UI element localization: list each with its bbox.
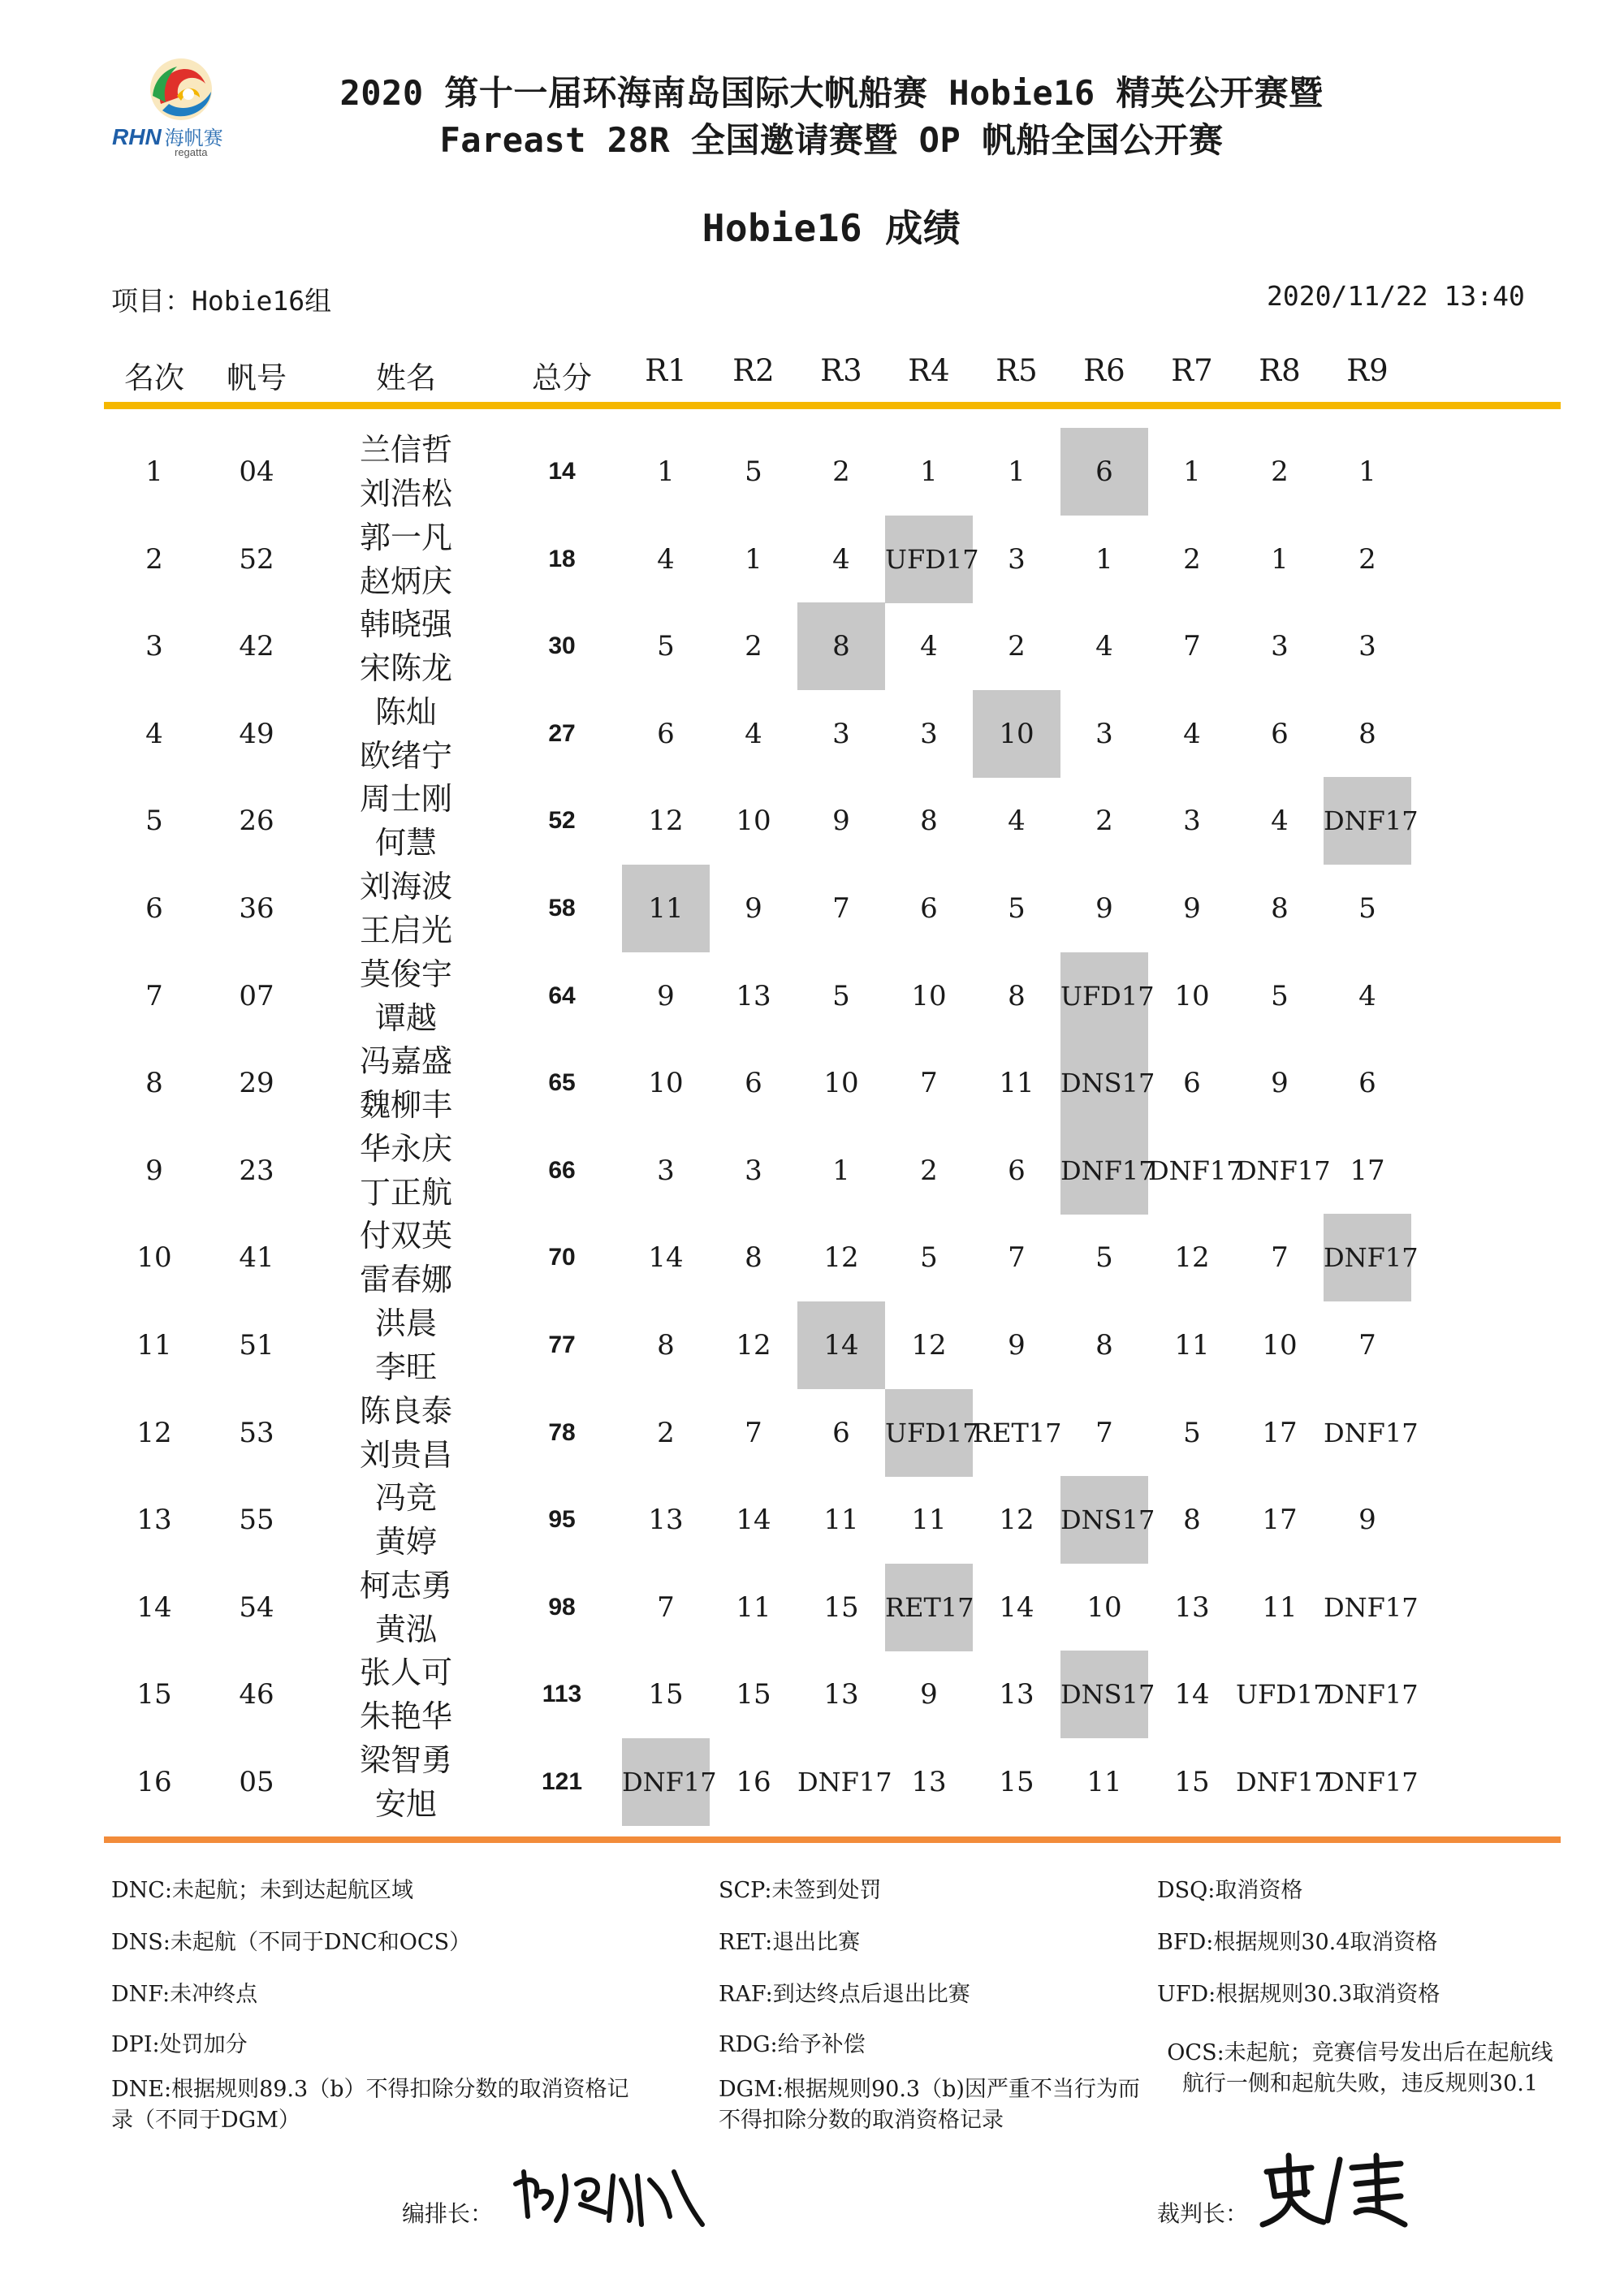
table-row (0, 1039, 1624, 1127)
crew-name: 李旺 (374, 1349, 437, 1385)
race-score-cell: 6 (1060, 428, 1148, 516)
race-score-cell: 12 (911, 1329, 947, 1362)
rank-cell: 4 (145, 718, 163, 750)
race-score-cell: 12 (1174, 1241, 1210, 1274)
rank-cell: 14 (136, 1591, 172, 1624)
sail-number-cell: 54 (239, 1591, 274, 1624)
sail-number-cell: 07 (239, 980, 274, 1012)
sail-number-cell: 46 (239, 1678, 274, 1711)
column-header: R3 (820, 353, 862, 388)
total-points-cell: 18 (548, 546, 576, 572)
race-score-cell: 14 (736, 1504, 771, 1536)
race-score-cell: 2 (1358, 543, 1376, 576)
race-score-cell: 6 (920, 892, 938, 925)
sail-number-cell: 41 (239, 1241, 274, 1274)
race-score-cell: 1 (920, 455, 938, 488)
crew-name: 华永庆 (359, 1131, 452, 1167)
legend-item: DPI:处罚加分 (111, 2032, 248, 2057)
race-score-cell: 5 (1095, 1241, 1113, 1274)
race-score-cell: 4 (1183, 718, 1201, 750)
total-points-cell: 78 (548, 1419, 576, 1446)
race-score-cell: DNF17 (1324, 1418, 1419, 1448)
column-header: 名次 (124, 360, 184, 395)
editor-signature (508, 2160, 710, 2233)
race-score-cell: 9 (1095, 892, 1113, 925)
column-header: R7 (1171, 353, 1213, 388)
race-score-cell: 1 (832, 1154, 850, 1187)
rank-cell: 3 (145, 630, 163, 662)
race-score-cell: 15 (648, 1678, 684, 1711)
race-score-cell: 7 (1183, 630, 1201, 662)
crew-name: 丁正航 (359, 1175, 452, 1211)
legend-item: BFD:根据规则30.4取消资格 (1157, 1930, 1438, 1955)
crew-name: 宋陈龙 (359, 650, 452, 686)
race-score-cell: 4 (1358, 980, 1376, 1012)
race-score-cell: 5 (1358, 892, 1376, 925)
race-score-cell: 14 (999, 1591, 1034, 1624)
race-score-cell: 5 (920, 1241, 938, 1274)
sail-number-cell: 51 (239, 1329, 274, 1362)
race-score-cell: 9 (657, 980, 675, 1012)
rank-cell: 13 (136, 1504, 172, 1536)
race-score-cell: 5 (1183, 1417, 1201, 1449)
race-score-cell: 10 (1174, 980, 1210, 1012)
table-row (0, 1301, 1624, 1389)
crew-names-cell (325, 428, 487, 516)
race-score-cell: 8 (1183, 1504, 1201, 1536)
race-score-cell: UFD17 (1236, 1679, 1330, 1710)
event-title-line-1: 2020 第十一届环海南岛国际大帆船赛 Hobie16 精英公开赛暨 (339, 73, 1324, 113)
crew-name: 朱艳华 (359, 1698, 452, 1734)
sail-number-cell: 29 (239, 1067, 274, 1099)
race-score-cell: 7 (745, 1417, 762, 1449)
crew-name: 谭越 (374, 1000, 437, 1036)
race-score-cell: 8 (1271, 892, 1289, 925)
race-score-cell: 3 (920, 718, 938, 750)
race-score-cell: 11 (911, 1504, 947, 1536)
column-header: 帆号 (227, 360, 287, 395)
race-score-cell: UFD17 (885, 1389, 973, 1477)
race-score-cell: 12 (648, 805, 684, 837)
crew-name: 冯竞 (374, 1480, 437, 1516)
race-score-cell: 2 (657, 1417, 675, 1449)
race-score-cell: DNF17 (1236, 1767, 1331, 1798)
total-points-cell: 30 (548, 632, 576, 659)
report-timestamp: 2020/11/22 13:40 (1267, 280, 1525, 312)
crew-names-cell (325, 1039, 487, 1127)
race-score-cell: 12 (823, 1241, 859, 1274)
event-title-line-2: Fareast 28R 全国邀请赛暨 OP 帆船全国公开赛 (439, 120, 1224, 160)
race-score-cell: 1 (657, 455, 675, 488)
total-points-cell: 113 (542, 1681, 582, 1707)
legend-item: DNC:未起航；未到达起航区域 (111, 1878, 414, 1903)
total-points-cell: 98 (548, 1594, 576, 1621)
race-score-cell: 12 (999, 1504, 1034, 1536)
race-score-cell: 15 (736, 1678, 771, 1711)
crew-names-cell (325, 1389, 487, 1477)
race-score-cell: 5 (657, 630, 675, 662)
header-divider (104, 402, 1561, 409)
sail-number-cell: 36 (239, 892, 274, 925)
race-score-cell: UFD17 (1060, 952, 1148, 1040)
race-score-cell: DNF17 (797, 1767, 892, 1798)
race-score-cell: DNS17 (1060, 1651, 1148, 1738)
crew-name: 冯嘉盛 (359, 1043, 452, 1079)
table-header (0, 353, 1624, 402)
column-header: R9 (1346, 353, 1389, 388)
race-score-cell: 1 (1358, 455, 1376, 488)
race-score-cell: 4 (1271, 805, 1289, 837)
column-header: R1 (645, 353, 687, 388)
race-score-cell: 10 (1262, 1329, 1298, 1362)
sail-number-cell: 26 (239, 805, 274, 837)
race-score-cell: 6 (1183, 1067, 1201, 1099)
crew-names-cell (325, 516, 487, 603)
race-score-cell: 3 (1008, 543, 1026, 576)
table-row (0, 952, 1624, 1040)
column-header: 总分 (532, 360, 592, 395)
race-score-cell: 8 (657, 1329, 675, 1362)
race-score-cell: DNF17 (1324, 1767, 1419, 1798)
sail-number-cell: 23 (239, 1154, 274, 1187)
race-score-cell: 11 (1262, 1591, 1298, 1624)
crew-name: 刘浩松 (359, 476, 452, 511)
legend-item: DNF:未冲终点 (111, 1982, 258, 2007)
race-score-cell: 14 (1174, 1678, 1210, 1711)
total-points-cell: 66 (548, 1157, 576, 1184)
logo-subtext: regatta (175, 146, 208, 158)
editor-label: 编排长： (402, 2200, 494, 2227)
crew-names-cell (325, 602, 487, 690)
race-score-cell: 3 (1271, 630, 1289, 662)
judge-label: 裁判长： (1157, 2200, 1249, 2227)
sail-number-cell: 05 (239, 1766, 274, 1798)
crew-names-cell (325, 1738, 487, 1826)
race-score-cell: 9 (1183, 892, 1201, 925)
crew-name: 王启光 (359, 913, 452, 948)
crew-name: 郭一凡 (359, 520, 452, 555)
race-score-cell: 2 (1271, 455, 1289, 488)
race-score-cell: 10 (648, 1067, 684, 1099)
legend-item: DGM:根据规则90.3（b)因严重不当行为而不得扣除分数的取消资格记录 (719, 2077, 1140, 2133)
crew-name: 刘贵昌 (359, 1437, 452, 1473)
race-score-cell: 11 (823, 1504, 859, 1536)
table-row (0, 1127, 1624, 1215)
rank-cell: 10 (136, 1241, 172, 1274)
crew-name: 韩晓强 (359, 606, 452, 642)
crew-name: 陈良泰 (359, 1393, 452, 1429)
total-points-cell: 58 (548, 895, 576, 921)
race-score-cell: DNF17 (1148, 1155, 1243, 1186)
crew-name: 刘海波 (359, 869, 452, 904)
race-score-cell: 11 (1086, 1766, 1122, 1798)
crew-name: 付双英 (359, 1218, 452, 1254)
table-row (0, 1564, 1624, 1651)
race-score-cell: 1 (1183, 455, 1201, 488)
sail-number-cell: 49 (239, 718, 274, 750)
race-score-cell: 4 (657, 543, 675, 576)
race-score-cell: 8 (797, 602, 885, 690)
race-score-cell: 7 (657, 1591, 675, 1624)
race-score-cell: 10 (1086, 1591, 1122, 1624)
race-score-cell: 3 (1095, 718, 1113, 750)
race-score-cell: 4 (1008, 805, 1026, 837)
race-score-cell: 1 (1271, 543, 1289, 576)
table-row (0, 865, 1624, 952)
race-score-cell: UFD17 (885, 516, 973, 603)
race-score-cell: 3 (745, 1154, 762, 1187)
total-points-cell: 27 (548, 720, 576, 747)
rank-cell: 1 (145, 455, 163, 488)
table-row (0, 1214, 1624, 1301)
table-row (0, 602, 1624, 690)
judge-signature (1255, 2147, 1409, 2229)
rank-cell: 9 (145, 1154, 163, 1187)
crew-name: 柯志勇 (359, 1568, 452, 1603)
crew-name: 黄婷 (374, 1524, 437, 1560)
race-score-cell: DNS17 (1060, 1039, 1148, 1127)
race-score-cell: 4 (920, 630, 938, 662)
crew-names-cell (325, 952, 487, 1040)
table-bottom-divider (104, 1836, 1561, 1843)
race-score-cell: DNS17 (1060, 1476, 1148, 1564)
table-row (0, 1389, 1624, 1477)
sail-number-cell: 42 (239, 630, 274, 662)
race-score-cell: 17 (1350, 1154, 1385, 1187)
race-score-cell: 15 (823, 1591, 859, 1624)
crew-name: 梁智勇 (359, 1742, 452, 1778)
crew-name: 莫俊宇 (359, 956, 452, 992)
race-score-cell: 5 (745, 455, 762, 488)
race-score-cell: 13 (823, 1678, 859, 1711)
race-score-cell: 6 (657, 718, 675, 750)
crew-names-cell (325, 865, 487, 952)
crew-name: 兰信哲 (359, 432, 452, 468)
crew-name: 魏柳丰 (359, 1087, 452, 1123)
crew-names-cell (325, 1564, 487, 1651)
race-score-cell: 2 (832, 455, 850, 488)
legend-item: RAF:到达终点后退出比赛 (719, 1982, 970, 2007)
race-score-cell: DNF17 (1324, 777, 1411, 865)
crew-name: 黄泓 (374, 1612, 437, 1647)
table-row (0, 516, 1624, 603)
results-subtitle: Hobie16 成绩 (702, 206, 961, 250)
race-score-cell: 4 (832, 543, 850, 576)
race-score-cell: 7 (920, 1067, 938, 1099)
crew-names-cell (325, 1214, 487, 1301)
race-score-cell: 11 (999, 1067, 1034, 1099)
rank-cell: 15 (136, 1678, 172, 1711)
logo-wordmark: RHN 海帆赛 (112, 124, 223, 149)
legend-item: DSQ:取消资格 (1157, 1878, 1303, 1903)
race-score-cell: 17 (1262, 1417, 1298, 1449)
race-score-cell: 8 (1008, 980, 1026, 1012)
legend-item: DNE:根据规则89.3（b）不得扣除分数的取消资格记录（不同于DGM） (111, 2077, 629, 2133)
race-score-cell: RET17 (885, 1564, 973, 1651)
race-score-cell: 7 (832, 892, 850, 925)
rank-cell: 11 (136, 1329, 172, 1362)
race-score-cell: 13 (736, 980, 771, 1012)
race-score-cell: 7 (1095, 1417, 1113, 1449)
total-points-cell: 95 (548, 1506, 576, 1533)
race-score-cell: 1 (745, 543, 762, 576)
sail-number-cell: 52 (239, 543, 274, 576)
table-row (0, 1476, 1624, 1564)
race-score-cell: DNF17 (622, 1738, 710, 1826)
total-points-cell: 121 (541, 1768, 583, 1795)
race-score-cell: 3 (657, 1154, 675, 1187)
crew-name: 周士刚 (359, 781, 452, 817)
race-score-cell: 8 (920, 805, 938, 837)
race-score-cell: 14 (648, 1241, 684, 1274)
race-score-cell: 5 (832, 980, 850, 1012)
legend-item: RDG:给予补偿 (719, 2032, 866, 2057)
table-row (0, 1651, 1624, 1738)
legend-item: RET:退出比赛 (719, 1930, 861, 1955)
race-score-cell: 10 (736, 805, 771, 837)
crew-name: 赵炳庆 (359, 563, 452, 599)
rank-cell: 8 (145, 1067, 163, 1099)
legend-item: OCS:未起航；竞赛信号发出后在起航线航行一侧和起航失败，违反规则30.1 (1167, 2040, 1553, 2096)
race-score-cell: 15 (1174, 1766, 1210, 1798)
race-score-cell: 7 (1358, 1329, 1376, 1362)
race-score-cell: 11 (622, 865, 710, 952)
rank-cell: 5 (145, 805, 163, 837)
crew-name: 安旭 (374, 1786, 437, 1822)
race-score-cell: 3 (832, 718, 850, 750)
race-score-cell: 7 (1271, 1241, 1289, 1274)
race-score-cell: 9 (1271, 1067, 1289, 1099)
race-score-cell: 7 (1008, 1241, 1026, 1274)
race-score-cell: 16 (736, 1766, 771, 1798)
race-score-cell: 6 (745, 1067, 762, 1099)
crew-names-cell (325, 1301, 487, 1389)
column-header: R8 (1259, 353, 1301, 388)
total-points-cell: 52 (548, 807, 576, 834)
crew-name: 陈灿 (374, 694, 437, 730)
table-row (0, 428, 1624, 516)
column-header: 姓名 (376, 360, 436, 395)
crew-name: 欧绪宁 (359, 738, 452, 774)
total-points-cell: 14 (548, 458, 576, 485)
race-score-cell: 2 (920, 1154, 938, 1187)
sail-number-cell: 55 (239, 1504, 274, 1536)
race-score-cell: 2 (745, 630, 762, 662)
race-score-cell: 8 (745, 1241, 762, 1274)
race-score-cell: 10 (973, 690, 1060, 778)
race-score-cell: 13 (1174, 1591, 1210, 1624)
column-header: R5 (996, 353, 1038, 388)
race-score-cell: 5 (1008, 892, 1026, 925)
crew-names-cell (325, 1127, 487, 1215)
rank-cell: 12 (136, 1417, 172, 1449)
column-header: R6 (1083, 353, 1125, 388)
race-score-cell: DNF17 (1324, 1679, 1419, 1710)
race-score-cell: 6 (832, 1417, 850, 1449)
legend-item: DNS:未起航（不同于DNC和OCS） (111, 1930, 472, 1955)
total-points-cell: 64 (548, 982, 576, 1009)
race-score-cell: 15 (999, 1766, 1034, 1798)
race-score-cell: 3 (1183, 805, 1201, 837)
column-header: R4 (908, 353, 950, 388)
race-score-cell: 3 (1358, 630, 1376, 662)
crew-names-cell (325, 690, 487, 778)
race-score-cell: 10 (823, 1067, 859, 1099)
race-score-cell: DNF17 (1060, 1127, 1148, 1215)
race-score-cell: 4 (1095, 630, 1113, 662)
race-score-cell: 4 (745, 718, 762, 750)
race-score-cell: 9 (1008, 1329, 1026, 1362)
race-score-cell: 2 (1183, 543, 1201, 576)
crew-names-cell (325, 777, 487, 865)
race-score-cell: DNF17 (1324, 1214, 1411, 1301)
crew-name: 何慧 (374, 825, 437, 861)
legend-item: SCP:未签到处罚 (719, 1878, 882, 1903)
total-points-cell: 65 (548, 1069, 576, 1096)
legend-item: UFD:根据规则30.3取消资格 (1157, 1982, 1440, 2007)
race-score-cell: 1 (1008, 455, 1026, 488)
crew-names-cell (325, 1651, 487, 1738)
race-score-cell: 10 (911, 980, 947, 1012)
race-score-cell: 6 (1358, 1067, 1376, 1099)
race-score-cell: 9 (920, 1678, 938, 1711)
race-score-cell: 9 (745, 892, 762, 925)
race-score-cell: 8 (1358, 718, 1376, 750)
race-score-cell: 5 (1271, 980, 1289, 1012)
crew-names-cell (325, 1476, 487, 1564)
sail-number-cell: 04 (239, 455, 274, 488)
race-score-cell: 6 (1271, 718, 1289, 750)
total-points-cell: 70 (548, 1244, 576, 1271)
race-score-cell: 11 (1174, 1329, 1210, 1362)
race-score-cell: 9 (832, 805, 850, 837)
race-score-cell: RET17 (973, 1418, 1062, 1448)
race-score-cell: 9 (1358, 1504, 1376, 1536)
table-row (0, 777, 1624, 865)
race-score-cell: 13 (911, 1766, 947, 1798)
race-score-cell: DNF17 (1324, 1592, 1419, 1623)
race-score-cell: 11 (736, 1591, 771, 1624)
crew-name: 洪晨 (374, 1306, 437, 1341)
rank-cell: 6 (145, 892, 163, 925)
rank-cell: 7 (145, 980, 163, 1012)
race-score-cell: 14 (797, 1301, 885, 1389)
rank-cell: 16 (136, 1766, 172, 1798)
race-score-cell: 17 (1262, 1504, 1298, 1536)
rank-cell: 2 (145, 543, 163, 576)
race-score-cell: 13 (999, 1678, 1034, 1711)
column-header: R2 (732, 353, 775, 388)
race-score-cell: 8 (1095, 1329, 1113, 1362)
table-row (0, 690, 1624, 778)
race-score-cell: DNF17 (1236, 1155, 1331, 1186)
event-category: 项目：Hobie16组 (111, 285, 332, 317)
crew-name: 张人可 (359, 1655, 452, 1690)
race-score-cell: 1 (1095, 543, 1113, 576)
race-score-cell: 2 (1095, 805, 1113, 837)
total-points-cell: 77 (548, 1331, 576, 1358)
race-score-cell: 12 (736, 1329, 771, 1362)
table-row (0, 1738, 1624, 1826)
race-score-cell: 2 (1008, 630, 1026, 662)
race-score-cell: 13 (648, 1504, 684, 1536)
race-score-cell: 6 (1008, 1154, 1026, 1187)
crew-name: 雷春娜 (359, 1262, 452, 1297)
sail-number-cell: 53 (239, 1417, 274, 1449)
